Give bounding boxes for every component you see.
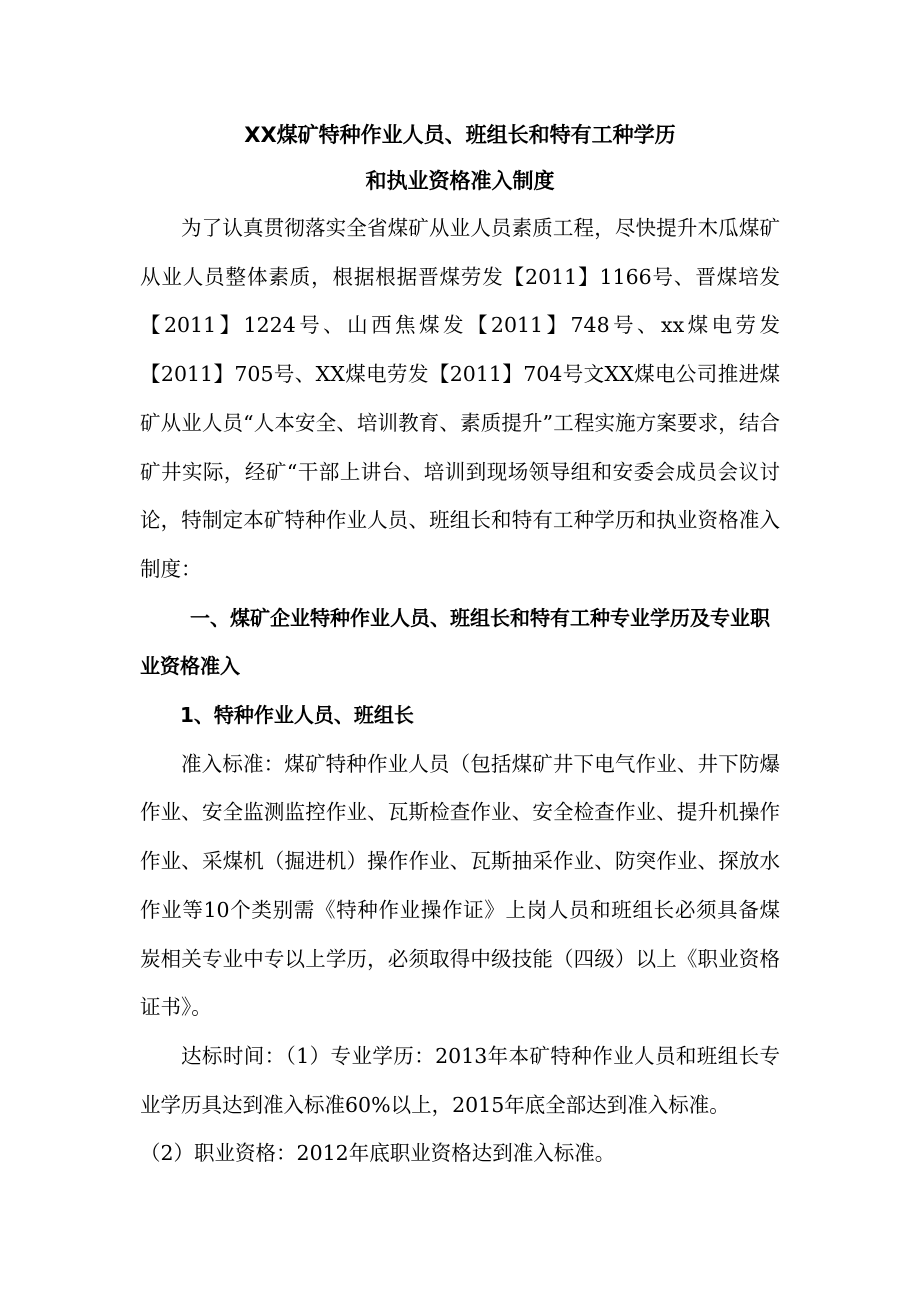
document-title-line-1: XX煤矿特种作业人员、班组长和特有工种学历	[244, 123, 676, 147]
intro-paragraph: 为了认真贯彻落实全省煤矿从业人员素质工程，尽快提升木瓜煤矿从业人员整体素质，根据根据晋煤劳发【2011】1166号、晋煤培发【2011】1224号、山西焦煤发【2011】748号、xx煤电劳发【2011】705号、XX煤电劳发【2011】704号文XX煤电公司推进煤矿从业人员“人本安全、培训教育、素质提升”工程实施方案要求，结合矿井实际，经矿“干部上讲台、培训到现场领导组和安委会成员会议讨论，特制定本矿特种作业人员、班组长和特有工种学历和执业资格准入制度：	[140, 216, 780, 581]
document-page	[140, 112, 780, 1178]
document-title-line-2: 和执业资格准入制度	[365, 169, 555, 193]
deadline-paragraph-qualification: （2）职业资格：2012年底职业资格达到准入标准。	[140, 1141, 616, 1166]
section-1-heading: 一、煤矿企业特种作业人员、班组长和特有工种专业学历及专业职业资格准入	[140, 605, 770, 679]
deadline-paragraph: 达标时间：（1）专业学历：2013年本矿特种作业人员和班组长专业学历具达到准入标准60%以上，2015年底全部达到准入标准。	[140, 1043, 780, 1117]
subsection-1-heading: 1、特种作业人员、班组长	[180, 703, 414, 728]
admission-standard-paragraph: 准入标准：煤矿特种作业人员（包括煤矿井下电气作业、井下防爆作业、安全监测监控作业、瓦斯检查作业、安全检查作业、提升机操作作业、采煤机（掘进机）操作作业、瓦斯抽采作业、防突作业、探放水作业等10个类别需《特种作业操作证》上岗人员和班组长必须具备煤炭相关专业中专以上学历，必须取得中级技能（四级）以上《职业资格证书》。	[140, 751, 780, 1020]
